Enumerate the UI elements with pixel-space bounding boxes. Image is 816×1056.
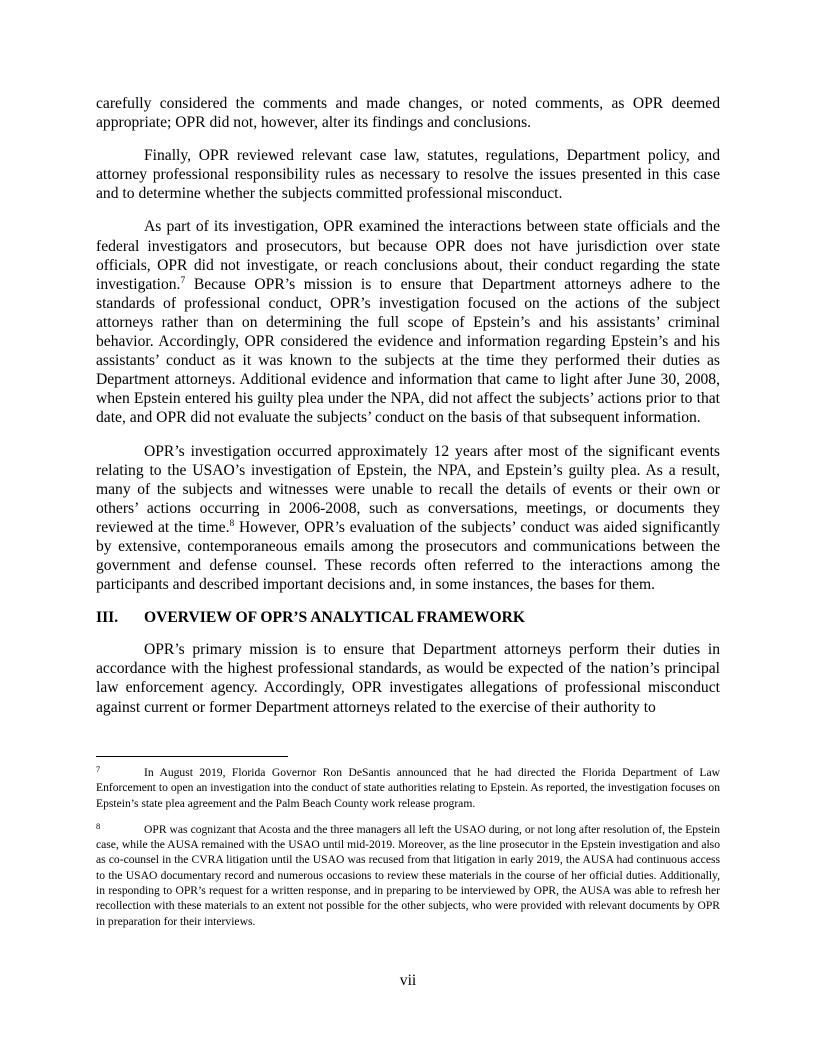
footnote-7: 7 In August 2019, Florida Governor Ron DeSantis announced that he had directed the Florida Department of Law Enforcement to open an investigation into the conduct of state authorities relating to Epstein. As reported, the investigation focuses on Epstein’s state plea agreement and the Palm Beach County work release program. [96, 764, 720, 810]
footnote-8: 8 OPR was cognizant that Acosta and the three managers all left the USAO during, or not long after resolution of, the Epstein case, while the AUSA remained with the USAO until mid-2019. Moreover, as the line prosecutor in the Epstein investigation and also as co-counsel in the CVRA litigation until the USAO was recused from that litigation in early 2019, the AUSA had continuous access to the USAO documentary record and numerous occasions to review these materials in the course of her official duties. Additionally, in responding to OPR’s request for a written response, and in preparing to be interviewed by OPR, the AUSA was able to refresh her recollection with these materials to an extent not possible for the other subjects, who were provided with relevant documents by OPR in preparation for their interviews. [96, 820, 720, 928]
section-heading [96, 608, 720, 627]
footnotes [96, 765, 720, 940]
footnote-text: OPR was cognizant that Acosta and the three managers all left the USAO during, or not long after resolution of, the Epstein case, while the AUSA remained with the USAO until mid-2019. Moreover, as the line prosecutor in the Epstein investigation and also as co-counsel in the CVRA litigation until the USAO was recused from that litigation in early 2019, the AUSA had continuous access to the USAO documentary record and numerous occasions to review these materials in the course of her official duties. Additionally, in responding to OPR’s request for a written response, and in preparing to be interviewed by OPR, the AUSA was able to refresh her recollection with these materials to an extent not possible for the other subjects, who were provided with relevant documents by OPR in preparation for their interviews. [96, 822, 720, 928]
footnote-ref-8[interactable]: 8 [229, 518, 235, 529]
footnote-ref-7[interactable]: 7 [180, 275, 186, 286]
document-body [96, 94, 720, 731]
paragraph-scope [96, 217, 720, 427]
paragraph-timing-part1: OPR’s investigation occurred approximately 12 years after most of the significant events relating to the USAO’s investigation of Epstein, the NPA, and Epstein’s guilty plea. As a result, many of the subjects and witnesses were unable to recall the details of events or their own or others’ actions occurring in 2006-2008, such as conversations, meetings, or documents they reviewed at the time. [96, 442, 720, 536]
paragraph-timing-part2: However, OPR’s evaluation of the subjects’ conduct was aided significantly by extensive, contemporaneous emails among the prosecutors and communications between the government and defense counsel. These records often referred to the interactions among the participants and described important decisions and, in some instances, the bases for them. [96, 518, 720, 594]
paragraph-continued: carefully considered the comments and made changes, or noted comments, as OPR deemed appropriate; OPR did not, however, alter its findings and conclusions. [96, 95, 720, 132]
paragraph-timing [96, 442, 720, 595]
page-number: vii [399, 972, 417, 989]
section-number: III. [96, 609, 119, 627]
paragraph-legal-review: Finally, OPR reviewed relevant case law, statutes, regulations, Department policy, and attorney professional responsibility rules as necessary to resolve the issues presented in this case and to determine whether the subjects committed professional misconduct. [96, 147, 720, 203]
paragraph-mission: OPR’s primary mission is to ensure that Department attorneys perform their duties in accordance with the highest professional standards, as would be expected of the nation’s principal law enforcement agency. Accordingly, OPR investigates allegations of professional misconduct against current or former Department attorneys related to the exercise of their authority to [96, 641, 720, 716]
paragraph-scope-part1: As part of its investigation, OPR examined the interactions between state officials and the federal investigators and prosecutors, but because OPR does not have jurisdiction over state officials, OPR did not investigate, or reach conclusions about, their conduct regarding the state investigation. [96, 218, 720, 293]
paragraph-scope-part2: Because OPR’s mission is to ensure that Department attorneys adhere to the standards of professional conduct, OPR’s investigation focused on the actions of the subject attorneys rather than on determining the full scope of Epstein’s and his assistants’ criminal behavior. Accordingly, OPR considered the evidence and information regarding Epstein’s and his assistants’ conduct as it was known to the subjects at the time they performed their duties as Department attorneys. Additional evidence and information that came to light after June 30, 2008, when Epstein entered his guilty plea under the NPA, did not affect the subjects’ actions prior to that date, and OPR did not evaluate the subjects’ conduct on the basis of that subsequent information. [96, 275, 720, 427]
section-title: OVERVIEW OF OPR’S ANALYTICAL FRAMEWORK [144, 609, 525, 627]
footnote-text: In August 2019, Florida Governor Ron DeSantis announced that he had directed the Florida Department of Law Enforcement to open an investigation into the conduct of state authorities relating to Epstein. As reported, the investigation focuses on Epstein’s state plea agreement and the Palm Beach County work release program. [96, 766, 720, 810]
footnote-divider [96, 756, 288, 757]
